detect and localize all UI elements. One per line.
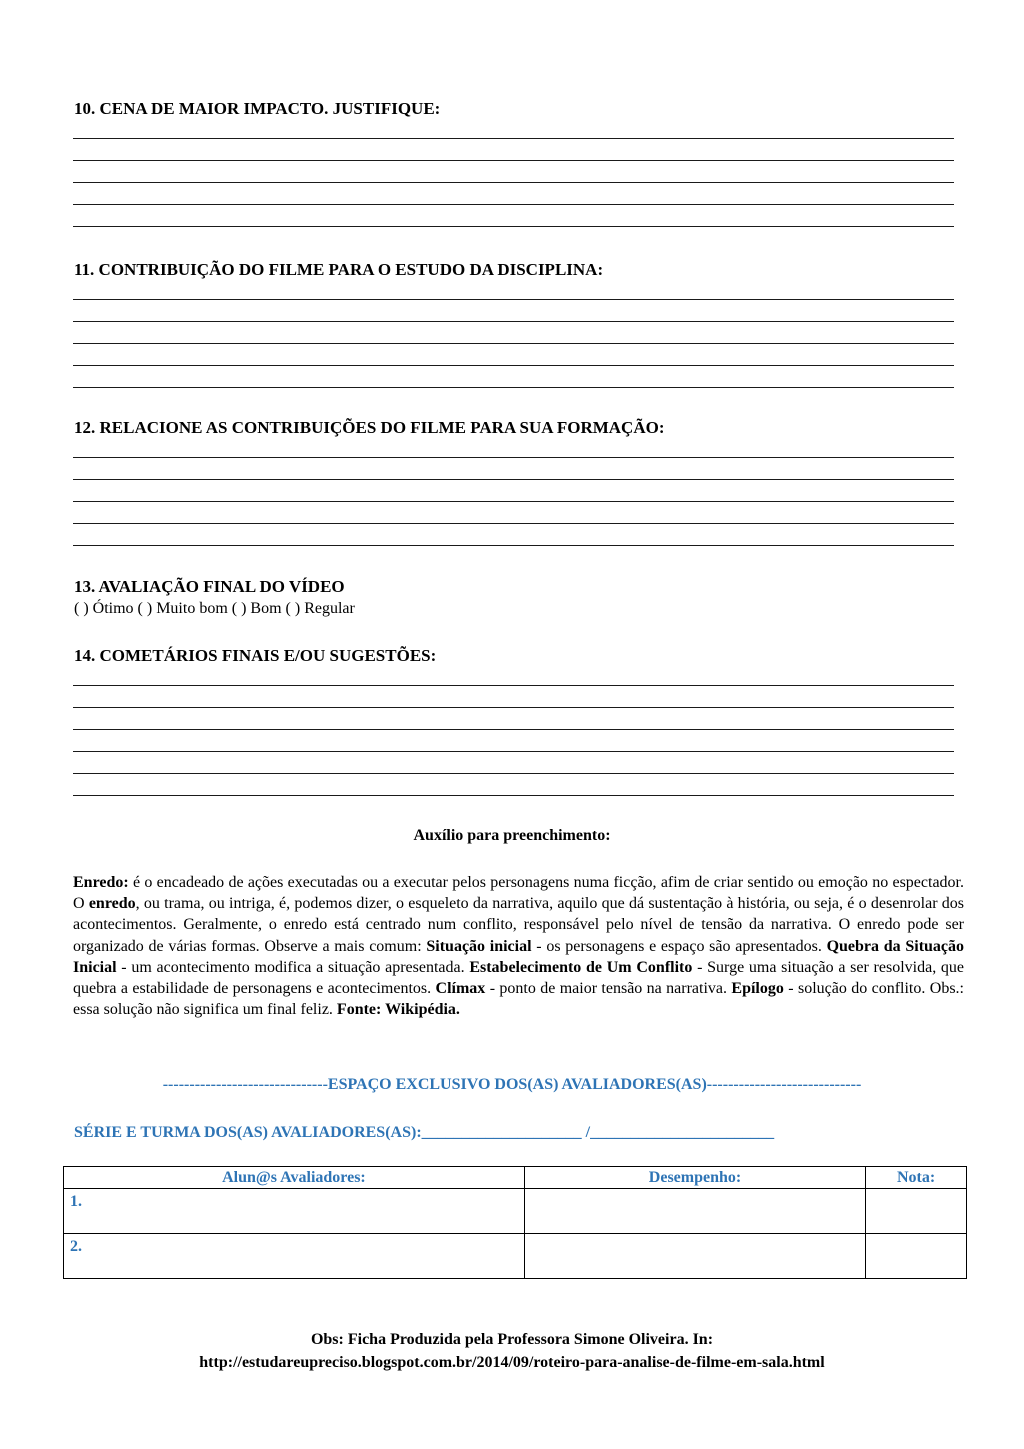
answer-line[interactable] <box>73 708 954 730</box>
question-14-answer-lines[interactable] <box>73 664 954 796</box>
answer-line[interactable] <box>73 278 954 300</box>
question-11-answer-lines[interactable] <box>73 278 954 388</box>
evaluators-table <box>63 1166 967 1279</box>
footer <box>0 1328 1024 1374</box>
answer-line[interactable] <box>73 730 954 752</box>
answer-line[interactable] <box>73 205 954 227</box>
help-title: Auxílio para preenchimento: <box>413 827 611 844</box>
answer-line[interactable] <box>73 139 954 161</box>
help-paragraph <box>73 872 964 1020</box>
desempenho-cell[interactable] <box>524 1189 865 1234</box>
table-row <box>64 1189 967 1234</box>
question-11-title: 11. CONTRIBUIÇÃO DO FILME PARA O ESTUDO DA DISCIPLINA: <box>74 260 604 279</box>
answer-line[interactable] <box>73 183 954 205</box>
term-situacao-inicial: Situação inicial <box>426 937 532 955</box>
help-text: - solução do conflito. Obs.: essa solução não significa um final feliz. <box>73 980 964 1019</box>
question-10-answer-lines[interactable] <box>73 117 954 227</box>
answer-line[interactable] <box>73 300 954 322</box>
answer-line[interactable] <box>73 322 954 344</box>
answer-line[interactable] <box>73 774 954 796</box>
help-text: - ponto de maior tensão na narrativa. <box>485 980 732 998</box>
evaluator-cell[interactable]: 2. <box>64 1234 525 1279</box>
answer-line[interactable] <box>73 524 954 546</box>
evaluator-cell[interactable]: 1. <box>64 1189 525 1234</box>
answer-line[interactable] <box>73 436 954 458</box>
question-12-answer-lines[interactable] <box>73 436 954 546</box>
answer-line[interactable] <box>73 752 954 774</box>
question-13-title: 13. AVALIAÇÃO FINAL DO VÍDEO <box>74 577 345 596</box>
question-12-title: 12. RELACIONE AS CONTRIBUIÇÕES DO FILME PARA SUA FORMAÇÃO: <box>74 418 665 437</box>
answer-line[interactable] <box>73 686 954 708</box>
table-header-row <box>64 1167 967 1189</box>
term-quebra: Quebra da Situação Inicial <box>73 937 965 976</box>
answer-line[interactable] <box>73 161 954 183</box>
serie-turma-field[interactable]: SÉRIE E TURMA DOS(AS) AVALIADORES(AS):____________________ /_______________________ <box>74 1124 775 1141</box>
answer-line[interactable] <box>73 344 954 366</box>
header-desempenho: Desempenho: <box>524 1167 865 1189</box>
answer-line[interactable] <box>73 366 954 388</box>
term-climax: Clímax <box>435 980 486 998</box>
term-conflito: Estabelecimento de Um Conflito <box>469 958 693 976</box>
answer-line[interactable] <box>73 664 954 686</box>
answer-line[interactable] <box>73 502 954 524</box>
rating-options[interactable]: ( ) Ótimo ( ) Muito bom ( ) Bom ( ) Regular <box>74 600 355 617</box>
footer-credit: Obs: Ficha Produzida pela Professora Simone Oliveira. In: <box>310 1331 714 1348</box>
question-10-title: 10. CENA DE MAIOR IMPACTO. JUSTIFIQUE: <box>74 99 441 118</box>
nota-cell[interactable] <box>866 1189 967 1234</box>
footer-source-link[interactable]: http://estudareupreciso.blogspot.com.br/2014/09/roteiro-para-analise-de-filme-em-sala.html <box>199 1354 825 1371</box>
term-epilogo: Epílogo <box>731 980 784 998</box>
answer-line[interactable] <box>73 458 954 480</box>
help-text: é o encadeado de ações executadas ou a executar pelos personagens numa ficção, afim de criar sentido ou emoção no espectador. O <box>73 874 964 913</box>
desempenho-cell[interactable] <box>524 1234 865 1279</box>
term-enredo: Enredo: <box>73 874 129 891</box>
question-14-title: 14. COMETÁRIOS FINAIS E/OU SUGESTÕES: <box>74 646 437 665</box>
nota-cell[interactable] <box>866 1234 967 1279</box>
table-row <box>64 1234 967 1279</box>
help-text: - um acontecimento modifica a situação apresentada. <box>116 958 470 976</box>
source-label: Fonte: Wikipédia. <box>336 1001 460 1019</box>
help-text: - Surge uma situação a ser resolvida, que quebra a estabilidade de personagens e acontecimentos. <box>73 958 965 998</box>
help-text: , ou trama, ou intriga, é, podemos dizer, o esqueleto da narrativa, aquilo que dá sustentação à história, ou seja, é o desenrolar dos acontecimentos. Geralmente, o enredo está centrado num conflito, responsável pelo nível de tensão da narrativa. O enredo pode ser organizado de várias formas. Observe a mais comum: <box>73 895 964 955</box>
help-text: - os personagens e espaço são apresentados. <box>531 937 827 955</box>
evaluators-section-header: -------------------------------ESPAÇO EXCLUSIVO DOS(AS) AVALIADORES(AS)----------------------------- <box>162 1076 862 1093</box>
term-enredo-inline: enredo <box>88 895 136 913</box>
answer-line[interactable] <box>73 117 954 139</box>
header-alunos: Alun@s Avaliadores: <box>64 1167 525 1189</box>
header-nota: Nota: <box>866 1167 967 1189</box>
answer-line[interactable] <box>73 480 954 502</box>
